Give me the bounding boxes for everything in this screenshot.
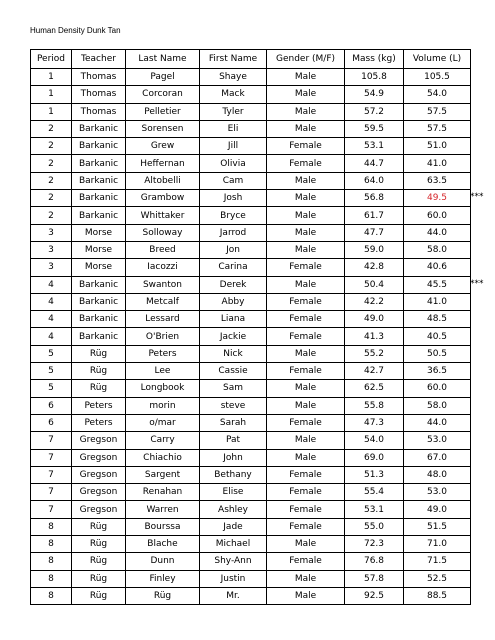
first-name-cell: steve — [200, 397, 267, 414]
row-marker: *** — [470, 192, 484, 203]
first-name-cell: Jon — [200, 241, 267, 258]
last-name-cell: Pelletier — [126, 103, 200, 120]
period-cell: 4 — [31, 293, 72, 310]
teacher-cell: Barkanic — [72, 328, 126, 345]
document-title: Human Density Dunk Tan — [30, 26, 121, 35]
first-name-cell: Jill — [200, 138, 267, 155]
last-name-cell: Pagel — [126, 69, 200, 86]
last-name-cell: Dunn — [126, 553, 200, 570]
header-gender: Gender (M/F) — [267, 50, 345, 69]
table-row — [31, 380, 471, 397]
volume-cell: 57.5 — [404, 103, 471, 120]
first-name-cell: Jarrod — [200, 224, 267, 241]
period-cell: 8 — [31, 536, 72, 553]
period-cell: 8 — [31, 553, 72, 570]
volume-cell: 58.0 — [404, 397, 471, 414]
volume-cell: 58.0 — [404, 241, 471, 258]
volume-cell: 52.5 — [404, 570, 471, 587]
volume-cell: 40.5 — [404, 328, 471, 345]
period-cell: 3 — [31, 241, 72, 258]
first-name-cell: Cam — [200, 172, 267, 189]
volume-cell: 51.5 — [404, 518, 471, 535]
header-row — [31, 50, 471, 69]
last-name-cell: Swanton — [126, 276, 200, 293]
table-row — [31, 432, 471, 449]
gender-cell: Female — [267, 363, 345, 380]
mass-cell: 59.5 — [345, 120, 404, 137]
mass-cell: 50.4 — [345, 276, 404, 293]
last-name-cell: Solloway — [126, 224, 200, 241]
last-name-cell: Carry — [126, 432, 200, 449]
teacher-cell: Thomas — [72, 103, 126, 120]
table-row — [31, 345, 471, 362]
volume-cell: 40.6 — [404, 259, 471, 276]
teacher-cell: Rüg — [72, 553, 126, 570]
last-name-cell: Lessard — [126, 311, 200, 328]
mass-cell: 62.5 — [345, 380, 404, 397]
volume-cell: 71.5 — [404, 553, 471, 570]
mass-cell: 55.4 — [345, 484, 404, 501]
period-cell: 2 — [31, 138, 72, 155]
table-row — [31, 69, 471, 86]
table-row — [31, 587, 471, 604]
teacher-cell: Barkanic — [72, 207, 126, 224]
teacher-cell: Morse — [72, 241, 126, 258]
period-cell: 1 — [31, 103, 72, 120]
gender-cell: Male — [267, 536, 345, 553]
gender-cell: Male — [267, 86, 345, 103]
gender-cell: Male — [267, 380, 345, 397]
density-table — [30, 49, 471, 605]
teacher-cell: Barkanic — [72, 190, 126, 207]
teacher-cell: Morse — [72, 224, 126, 241]
gender-cell: Male — [267, 103, 345, 120]
gender-cell: Male — [267, 120, 345, 137]
last-name-cell: Finley — [126, 570, 200, 587]
first-name-cell: Bethany — [200, 466, 267, 483]
first-name-cell: Derek — [200, 276, 267, 293]
last-name-cell: Warren — [126, 501, 200, 518]
first-name-cell: Sarah — [200, 414, 267, 431]
mass-cell: 57.8 — [345, 570, 404, 587]
gender-cell: Male — [267, 432, 345, 449]
table-row — [31, 207, 471, 224]
first-name-cell: Shy-Ann — [200, 553, 267, 570]
period-cell: 7 — [31, 449, 72, 466]
gender-cell: Male — [267, 172, 345, 189]
mass-cell: 42.8 — [345, 259, 404, 276]
last-name-cell: Peters — [126, 345, 200, 362]
first-name-cell: Elise — [200, 484, 267, 501]
teacher-cell: Rüg — [72, 518, 126, 535]
last-name-cell: Chiachio — [126, 449, 200, 466]
mass-cell: 55.0 — [345, 518, 404, 535]
mass-cell: 54.0 — [345, 432, 404, 449]
volume-cell: 41.0 — [404, 293, 471, 310]
teacher-cell: Rüg — [72, 587, 126, 604]
teacher-cell: Gregson — [72, 449, 126, 466]
first-name-cell: Carina — [200, 259, 267, 276]
table-row — [31, 241, 471, 258]
volume-cell: 41.0 — [404, 155, 471, 172]
table-row — [31, 224, 471, 241]
first-name-cell: Jackie — [200, 328, 267, 345]
table-row — [31, 328, 471, 345]
last-name-cell: O'Brien — [126, 328, 200, 345]
gender-cell: Male — [267, 224, 345, 241]
header-first-name: First Name — [200, 50, 267, 69]
period-cell: 8 — [31, 518, 72, 535]
first-name-cell: Shaye — [200, 69, 267, 86]
volume-cell: 51.0 — [404, 138, 471, 155]
last-name-cell: Sorensen — [126, 120, 200, 137]
gender-cell: Female — [267, 259, 345, 276]
teacher-cell: Thomas — [72, 86, 126, 103]
mass-cell: 44.7 — [345, 155, 404, 172]
mass-cell: 76.8 — [345, 553, 404, 570]
teacher-cell: Peters — [72, 414, 126, 431]
period-cell: 7 — [31, 466, 72, 483]
period-cell: 4 — [31, 311, 72, 328]
gender-cell: Male — [267, 449, 345, 466]
header-period: Period — [31, 50, 72, 69]
first-name-cell: Tyler — [200, 103, 267, 120]
last-name-cell: morin — [126, 397, 200, 414]
last-name-cell: Bourssa — [126, 518, 200, 535]
gender-cell: Male — [267, 587, 345, 604]
volume-cell: 54.0 — [404, 86, 471, 103]
table-row — [31, 466, 471, 483]
mass-cell: 47.7 — [345, 224, 404, 241]
period-cell: 2 — [31, 155, 72, 172]
gender-cell: Female — [267, 311, 345, 328]
last-name-cell: Heffernan — [126, 155, 200, 172]
mass-cell: 41.3 — [345, 328, 404, 345]
gender-cell: Male — [267, 570, 345, 587]
mass-cell: 53.1 — [345, 501, 404, 518]
table-row — [31, 120, 471, 137]
mass-cell: 42.7 — [345, 363, 404, 380]
volume-cell: 60.0 — [404, 380, 471, 397]
mass-cell: 59.0 — [345, 241, 404, 258]
gender-cell: Female — [267, 328, 345, 345]
first-name-cell: Bryce — [200, 207, 267, 224]
mass-cell: 72.3 — [345, 536, 404, 553]
gender-cell: Male — [267, 241, 345, 258]
mass-cell: 56.8 — [345, 190, 404, 207]
period-cell: 2 — [31, 207, 72, 224]
table-row — [31, 86, 471, 103]
period-cell: 3 — [31, 259, 72, 276]
period-cell: 5 — [31, 363, 72, 380]
mass-cell: 57.2 — [345, 103, 404, 120]
first-name-cell: Jade — [200, 518, 267, 535]
volume-cell: 88.5 — [404, 587, 471, 604]
volume-cell: 36.5 — [404, 363, 471, 380]
volume-cell: 44.0 — [404, 414, 471, 431]
teacher-cell: Morse — [72, 259, 126, 276]
mass-cell: 61.7 — [345, 207, 404, 224]
period-cell: 3 — [31, 224, 72, 241]
teacher-cell: Thomas — [72, 69, 126, 86]
header-last-name: Last Name — [126, 50, 200, 69]
last-name-cell: Whittaker — [126, 207, 200, 224]
first-name-cell: Justin — [200, 570, 267, 587]
volume-cell: 48.0 — [404, 466, 471, 483]
last-name-cell: Altobelli — [126, 172, 200, 189]
teacher-cell: Gregson — [72, 484, 126, 501]
last-name-cell: Grambow — [126, 190, 200, 207]
table-row — [31, 484, 471, 501]
last-name-cell: Breed — [126, 241, 200, 258]
volume-cell: 44.0 — [404, 224, 471, 241]
header-volume: Volume (L) — [404, 50, 471, 69]
table-row — [31, 276, 471, 293]
last-name-cell: Grew — [126, 138, 200, 155]
gender-cell: Male — [267, 397, 345, 414]
table-row — [31, 190, 471, 207]
gender-cell: Female — [267, 466, 345, 483]
table-row — [31, 363, 471, 380]
gender-cell: Female — [267, 553, 345, 570]
volume-cell: 63.5 — [404, 172, 471, 189]
mass-cell: 55.2 — [345, 345, 404, 362]
first-name-cell: Liana — [200, 311, 267, 328]
mass-cell: 53.1 — [345, 138, 404, 155]
volume-cell: 49.5 — [404, 190, 471, 207]
period-cell: 8 — [31, 587, 72, 604]
first-name-cell: Olivia — [200, 155, 267, 172]
period-cell: 1 — [31, 69, 72, 86]
last-name-cell: Longbook — [126, 380, 200, 397]
table-row — [31, 172, 471, 189]
first-name-cell: Cassie — [200, 363, 267, 380]
header-teacher: Teacher — [72, 50, 126, 69]
volume-cell: 60.0 — [404, 207, 471, 224]
table-row — [31, 536, 471, 553]
table-row — [31, 414, 471, 431]
period-cell: 2 — [31, 120, 72, 137]
first-name-cell: Abby — [200, 293, 267, 310]
mass-cell: 92.5 — [345, 587, 404, 604]
last-name-cell: Rüg — [126, 587, 200, 604]
period-cell: 4 — [31, 276, 72, 293]
mass-cell: 64.0 — [345, 172, 404, 189]
mass-cell: 55.8 — [345, 397, 404, 414]
mass-cell: 69.0 — [345, 449, 404, 466]
teacher-cell: Barkanic — [72, 276, 126, 293]
period-cell: 1 — [31, 86, 72, 103]
first-name-cell: Mr. — [200, 587, 267, 604]
mass-cell: 105.8 — [345, 69, 404, 86]
volume-cell: 48.5 — [404, 311, 471, 328]
last-name-cell: Corcoran — [126, 86, 200, 103]
volume-cell: 53.0 — [404, 432, 471, 449]
volume-cell: 71.0 — [404, 536, 471, 553]
table-row — [31, 397, 471, 414]
table-body — [31, 69, 471, 605]
period-cell: 5 — [31, 380, 72, 397]
teacher-cell: Barkanic — [72, 155, 126, 172]
volume-cell: 45.5 — [404, 276, 471, 293]
gender-cell: Male — [267, 69, 345, 86]
teacher-cell: Gregson — [72, 466, 126, 483]
table-row — [31, 570, 471, 587]
first-name-cell: Michael — [200, 536, 267, 553]
table-row — [31, 155, 471, 172]
gender-cell: Female — [267, 155, 345, 172]
teacher-cell: Gregson — [72, 501, 126, 518]
table-row — [31, 311, 471, 328]
header-mass: Mass (kg) — [345, 50, 404, 69]
mass-cell: 51.3 — [345, 466, 404, 483]
teacher-cell: Barkanic — [72, 172, 126, 189]
period-cell: 4 — [31, 328, 72, 345]
table-row — [31, 293, 471, 310]
last-name-cell: Blache — [126, 536, 200, 553]
teacher-cell: Rüg — [72, 363, 126, 380]
first-name-cell: Josh — [200, 190, 267, 207]
teacher-cell: Barkanic — [72, 311, 126, 328]
volume-cell: 53.0 — [404, 484, 471, 501]
first-name-cell: Sam — [200, 380, 267, 397]
period-cell: 2 — [31, 190, 72, 207]
volume-cell: 105.5 — [404, 69, 471, 86]
period-cell: 7 — [31, 501, 72, 518]
period-cell: 7 — [31, 432, 72, 449]
teacher-cell: Barkanic — [72, 138, 126, 155]
table-row — [31, 449, 471, 466]
volume-cell: 49.0 — [404, 501, 471, 518]
gender-cell: Male — [267, 207, 345, 224]
teacher-cell: Barkanic — [72, 120, 126, 137]
table-row — [31, 518, 471, 535]
period-cell: 7 — [31, 484, 72, 501]
last-name-cell: o/mar — [126, 414, 200, 431]
volume-cell: 67.0 — [404, 449, 471, 466]
teacher-cell: Peters — [72, 397, 126, 414]
first-name-cell: Mack — [200, 86, 267, 103]
first-name-cell: Ashley — [200, 501, 267, 518]
gender-cell: Female — [267, 293, 345, 310]
mass-cell: 49.0 — [345, 311, 404, 328]
first-name-cell: Nick — [200, 345, 267, 362]
gender-cell: Female — [267, 518, 345, 535]
first-name-cell: Eli — [200, 120, 267, 137]
teacher-cell: Gregson — [72, 432, 126, 449]
period-cell: 5 — [31, 345, 72, 362]
last-name-cell: Lee — [126, 363, 200, 380]
period-cell: 2 — [31, 172, 72, 189]
table-row — [31, 259, 471, 276]
last-name-cell: Sargent — [126, 466, 200, 483]
first-name-cell: John — [200, 449, 267, 466]
teacher-cell: Rüg — [72, 536, 126, 553]
period-cell: 8 — [31, 570, 72, 587]
table-row — [31, 501, 471, 518]
teacher-cell: Rüg — [72, 345, 126, 362]
last-name-cell: Metcalf — [126, 293, 200, 310]
teacher-cell: Rüg — [72, 570, 126, 587]
volume-cell: 57.5 — [404, 120, 471, 137]
table-row — [31, 103, 471, 120]
teacher-cell: Barkanic — [72, 293, 126, 310]
gender-cell: Female — [267, 138, 345, 155]
table-row — [31, 553, 471, 570]
gender-cell: Male — [267, 276, 345, 293]
mass-cell: 54.9 — [345, 86, 404, 103]
last-name-cell: Iacozzi — [126, 259, 200, 276]
mass-cell: 47.3 — [345, 414, 404, 431]
gender-cell: Female — [267, 501, 345, 518]
gender-cell: Male — [267, 345, 345, 362]
teacher-cell: Rüg — [72, 380, 126, 397]
gender-cell: Female — [267, 484, 345, 501]
gender-cell: Male — [267, 190, 345, 207]
row-marker: *** — [470, 278, 484, 289]
first-name-cell: Pat — [200, 432, 267, 449]
volume-cell: 50.5 — [404, 345, 471, 362]
gender-cell: Female — [267, 414, 345, 431]
period-cell: 6 — [31, 414, 72, 431]
mass-cell: 42.2 — [345, 293, 404, 310]
period-cell: 6 — [31, 397, 72, 414]
table-row — [31, 138, 471, 155]
last-name-cell: Renahan — [126, 484, 200, 501]
